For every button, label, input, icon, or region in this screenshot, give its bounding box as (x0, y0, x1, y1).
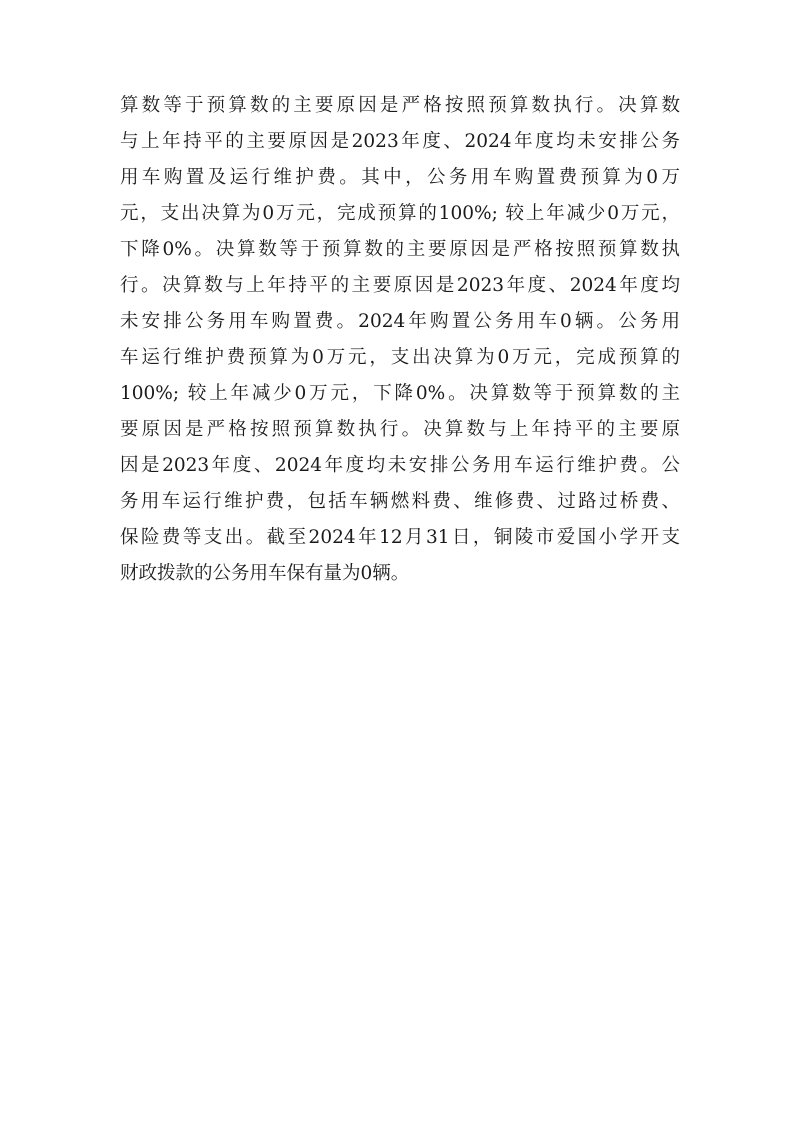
paragraph-line: 因是2023年度、2024年度均未安排公务用车运行维护费。公 (120, 455, 680, 476)
paragraph-line: 行。决算数与上年持平的主要原因是2023年度、2024年度均 (120, 275, 680, 296)
paragraph-line: 未安排公务用车购置费。2024年购置公务用车0辆。公务用 (120, 311, 680, 332)
body-paragraph (120, 88, 680, 592)
paragraph-line: 要原因是严格按照预算数执行。决算数与上年持平的主要原 (120, 419, 680, 440)
paragraph-line: 与上年持平的主要原因是2023年度、2024年度均未安排公务 (120, 131, 680, 152)
paragraph-line: 用车购置及运行维护费。其中，公务用车购置费预算为0万 (120, 167, 680, 188)
paragraph-line: 算数等于预算数的主要原因是严格按照预算数执行。决算数 (120, 95, 680, 116)
paragraph-line: 下降0%。决算数等于预算数的主要原因是严格按照预算数执 (120, 239, 680, 260)
paragraph-line: 车运行维护费预算为0万元，支出决算为0万元，完成预算的 (120, 347, 680, 368)
paragraph-line: 保险费等支出。截至2024年12月31日，铜陵市爱国小学开支 (120, 527, 680, 548)
paragraph-line: 务用车运行维护费，包括车辆燃料费、维修费、过路过桥费、 (120, 491, 680, 512)
paragraph-line: 100%; 较上年减少0万元，下降0%。决算数等于预算数的主 (120, 383, 680, 404)
paragraph-line: 财政拨款的公务用车保有量为0辆。 (120, 563, 410, 584)
paragraph-line: 元，支出决算为0万元，完成预算的100%; 较上年减少0万元， (120, 203, 680, 224)
